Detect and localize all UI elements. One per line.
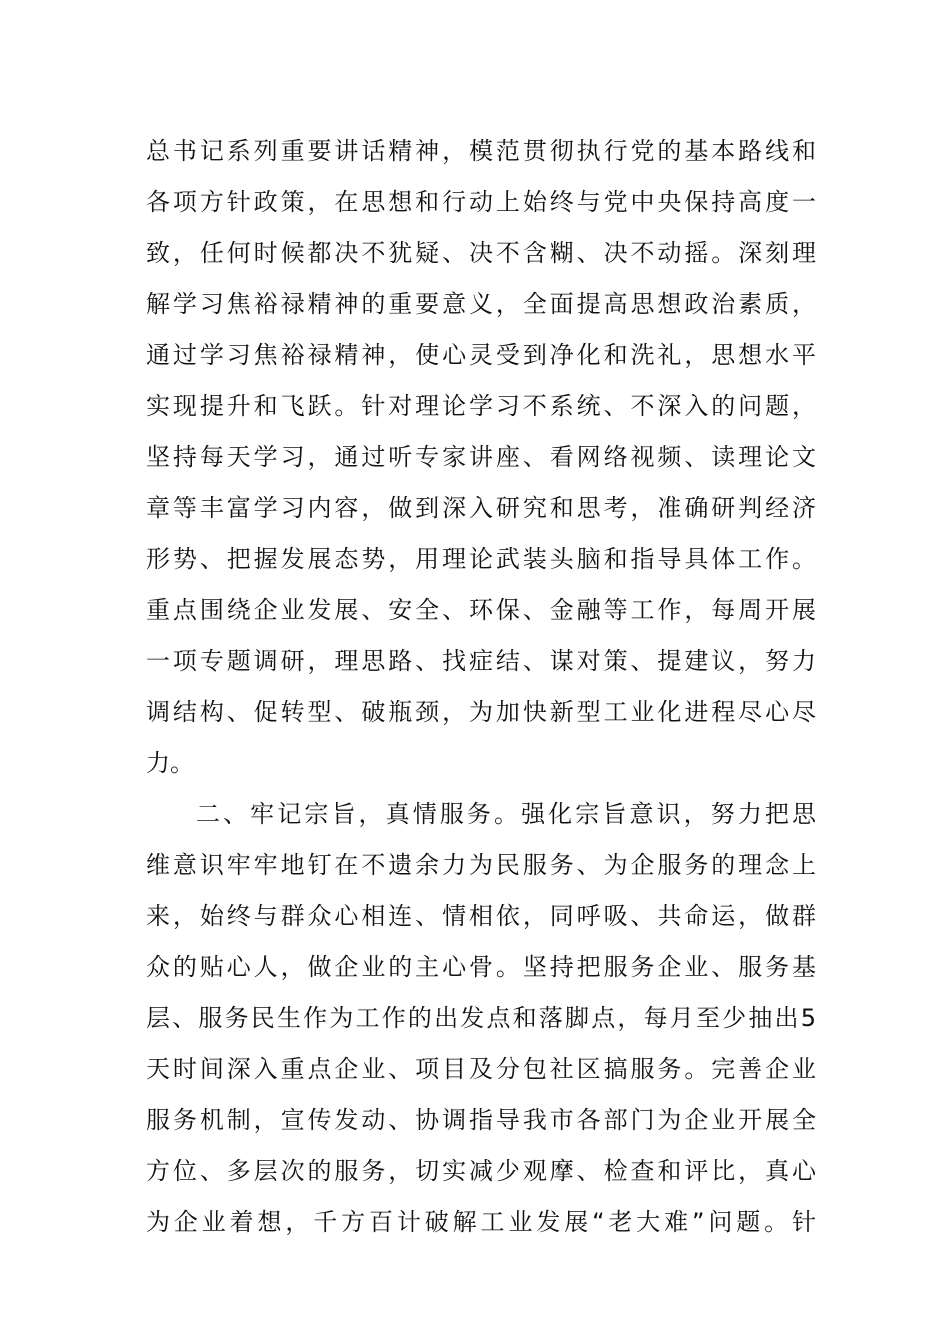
text-line: 众的贴心人，做企业的主心骨。坚持把服务企业、服务基 (146, 953, 816, 981)
text-line: 服务机制，宣传发动、协调指导我市各部门为企业开展全 (146, 1106, 816, 1134)
text-line: 一项专题调研，理思路、找症结、谋对策、提建议，努力 (146, 647, 816, 675)
text-line: 通过学习焦裕禄精神，使心灵受到净化和洗礼，思想水平 (146, 341, 816, 369)
text-line: 维意识牢牢地钉在不遗余力为民服务、为企服务的理念上 (146, 851, 816, 879)
text-line: 天时间深入重点企业、项目及分包社区搞服务。完善企业 (146, 1055, 816, 1083)
text-line: 坚持每天学习，通过听专家讲座、看网络视频、读理论文 (146, 443, 816, 471)
text-line: 重点围绕企业发展、安全、环保、金融等工作，每周开展 (146, 596, 816, 624)
text-line: 层、服务民生作为工作的出发点和落脚点，每月至少抽出5 (146, 1004, 816, 1032)
document-body (146, 126, 816, 1248)
text-line: 方位、多层次的服务，切实减少观摩、检查和评比，真心 (146, 1157, 816, 1185)
text-line: 致，任何时候都决不犹疑、决不含糊、决不动摇。深刻理 (146, 239, 816, 267)
section-heading-line: 二、牢记宗旨，真情服务。强化宗旨意识，努力把思 (196, 800, 816, 828)
text-line: 解学习焦裕禄精神的重要意义，全面提高思想政治素质， (146, 290, 816, 318)
text-line: 调结构、促转型、破瓶颈，为加快新型工业化进程尽心尽 (146, 698, 816, 726)
text-line: 章等丰富学习内容，做到深入研究和思考，准确研判经济 (146, 494, 816, 522)
text-line: 总书记系列重要讲话精神，模范贯彻执行党的基本路线和 (146, 137, 816, 165)
text-line: 来，始终与群众心相连、情相依，同呼吸、共命运，做群 (146, 902, 816, 930)
text-line: 实现提升和飞跃。针对理论学习不系统、不深入的问题， (146, 392, 816, 420)
text-line: 力。 (146, 749, 194, 777)
text-line: 形势、把握发展态势，用理论武装头脑和指导具体工作。 (146, 545, 816, 573)
text-line: 为企业着想，千方百计破解工业发展“老大难”问题。针 (146, 1208, 816, 1236)
text-line: 各项方针政策，在思想和行动上始终与党中央保持高度一 (146, 188, 816, 216)
